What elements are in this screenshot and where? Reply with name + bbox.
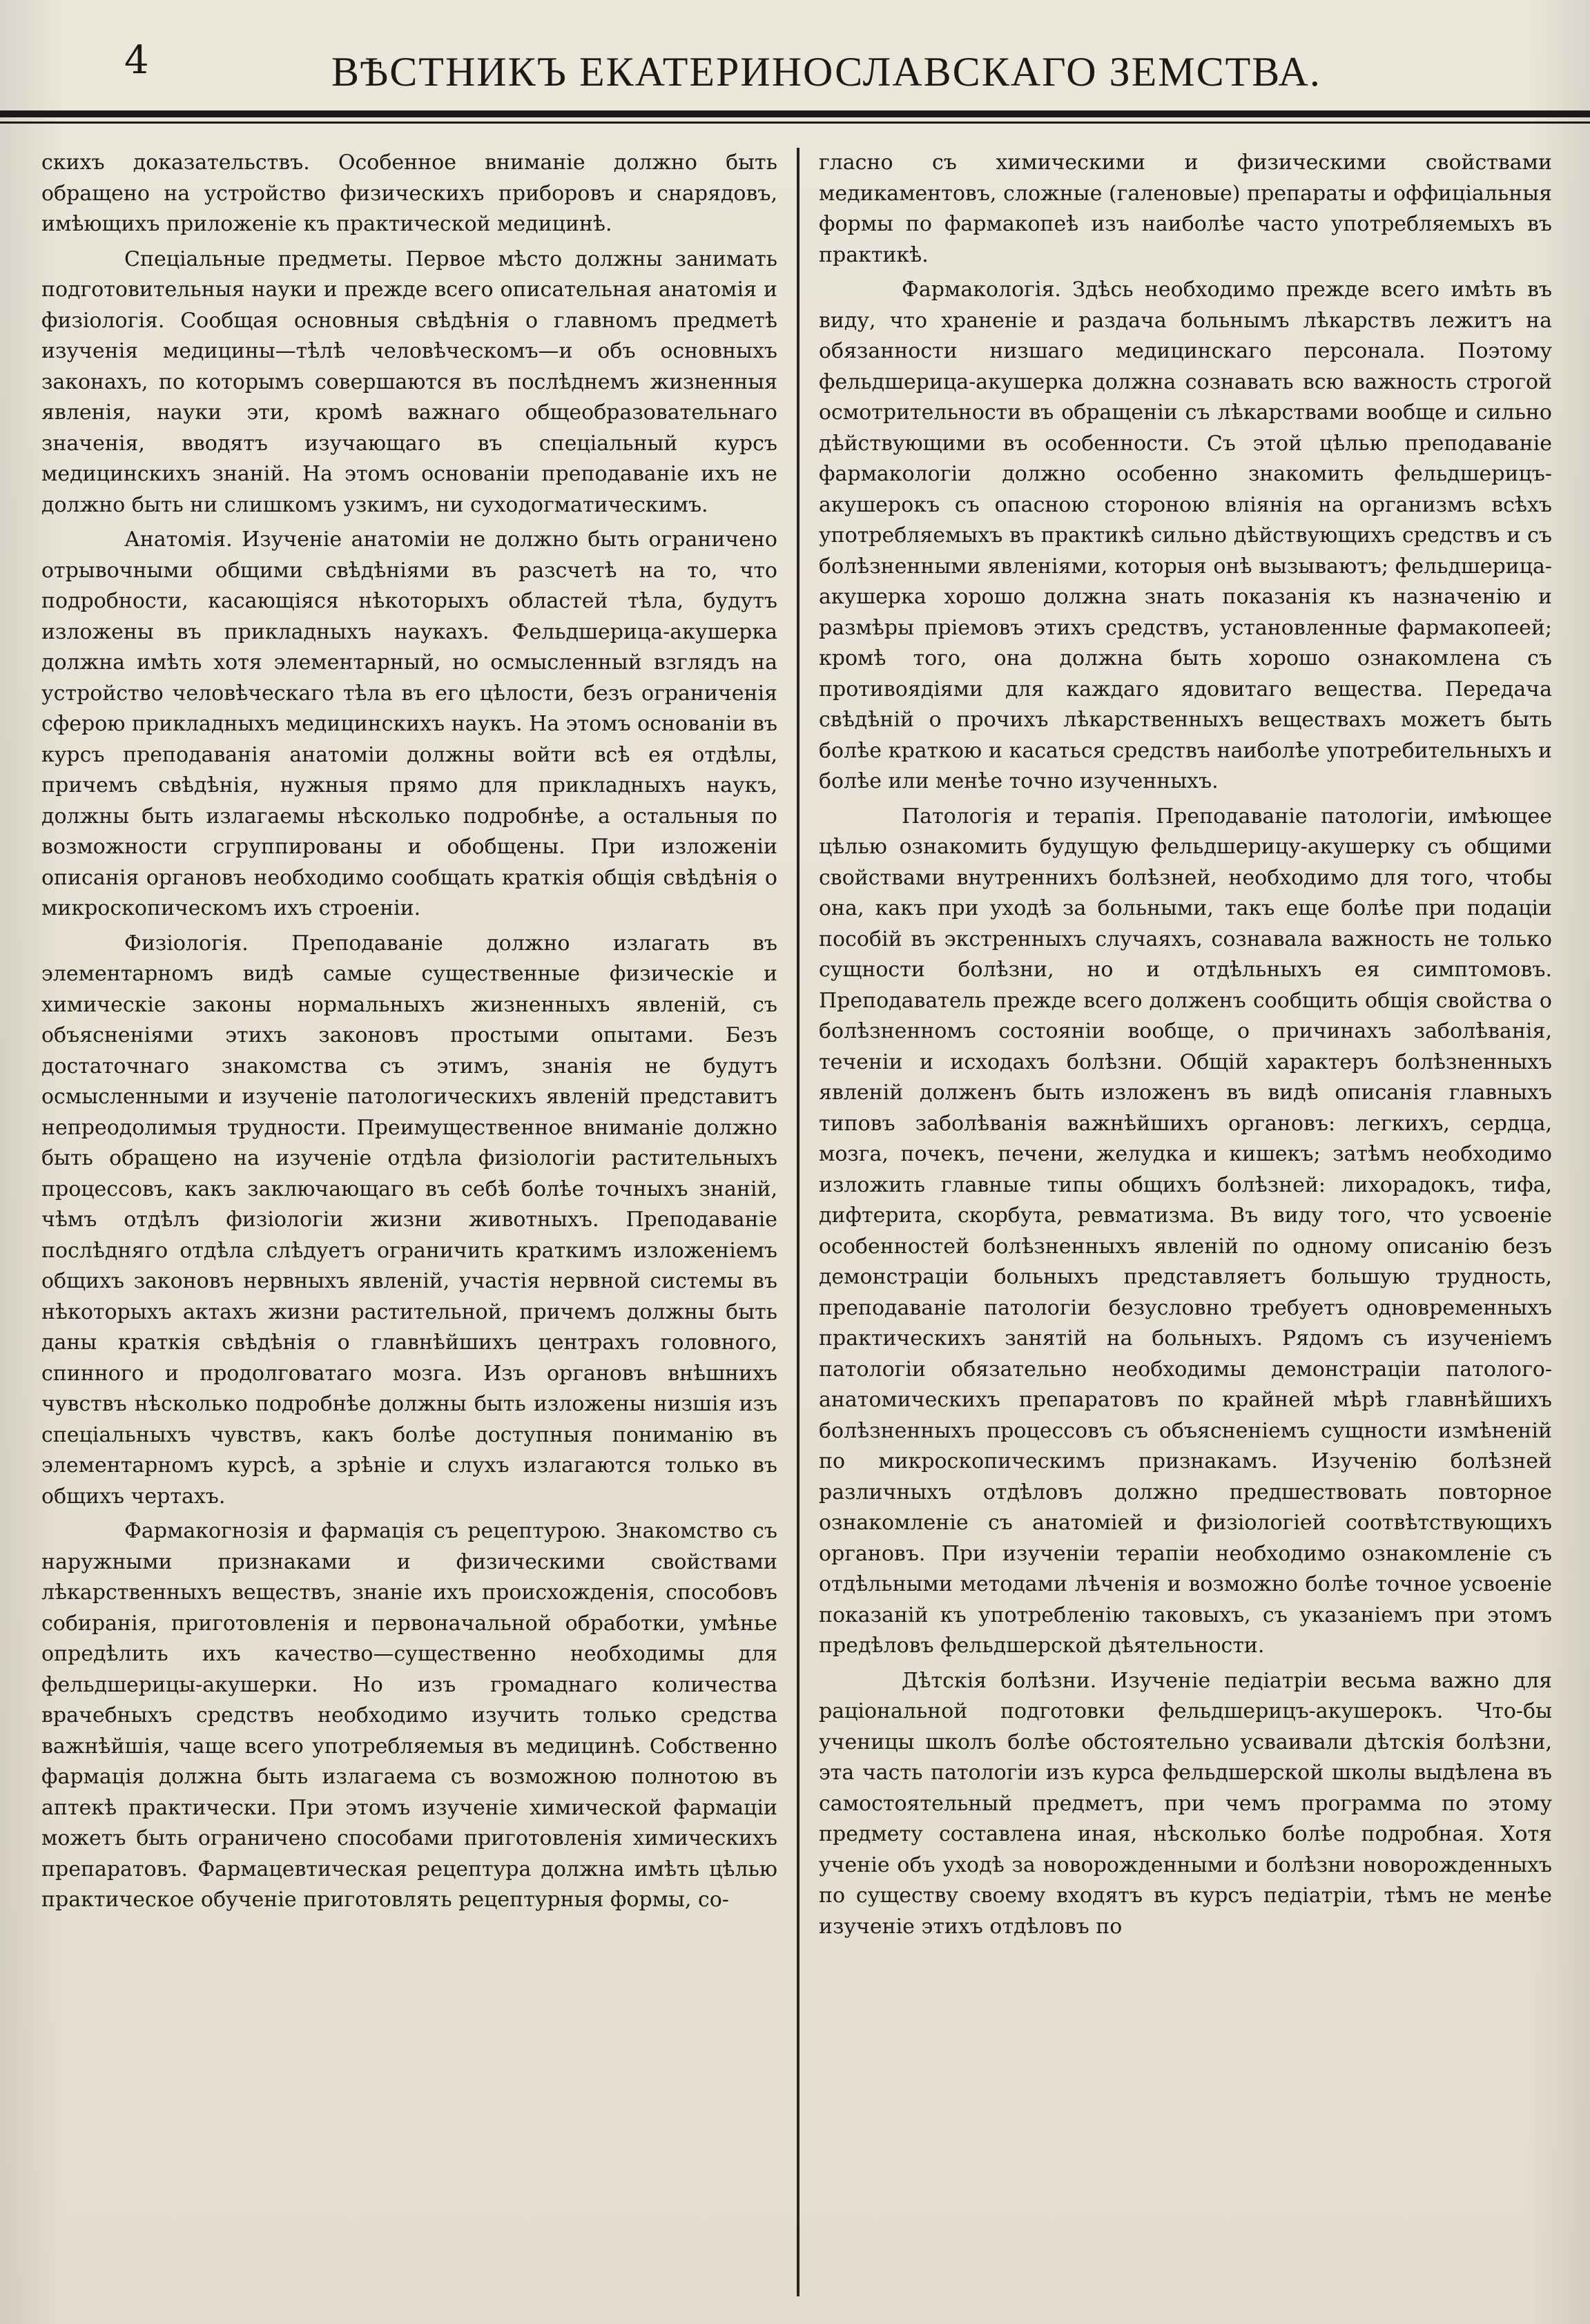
left-paragraph-5: Фармакогнозія и фармація съ рецептурою. Знакомство съ наружными признаками и физическими свойствами лѣкарственныхъ веществъ, знаніе ихъ происхожденія, способовъ собиранія, приготовленія и первоначальной обработки, умѣнье опредѣлить ихъ качество—существенно необходимы для фельдшерицы-акушерки. Но изъ громаднаго количества врачебныхъ средствъ необходимо изучить только средства важнѣйшія, чаще всего употребляемыя въ медицинѣ. Собственно фармація должна быть излагаема съ возможною полнотою въ аптекѣ практически. При этомъ изученіе химической фармаціи можетъ быть ограничено способами приготовленія химическихъ препаратовъ. Фармацевтическая рецептура должна имѣть цѣлью практическое обученіе приготовлять рецептурныя формы, со- bbox=[41, 1519, 777, 1912]
right-paragraph-1: гласно съ химическими и физическими свойствами медикаментовъ, сложные (галеновые) препараты и оффиціальныя формы по фармакопеѣ изъ наиболѣе часто употребляемыхъ въ практикѣ. bbox=[819, 151, 1552, 267]
left-paragraph-2: Спеціальные предметы. Первое мѣсто должны занимать подготовительныя науки и прежде всего описательная анатомія и физіологія. Сообщая основныя свѣдѣнія о главномъ предметѣ изученія медицины—тѣлѣ человѣческомъ—и объ основныхъ законахъ, по которымъ совершаются въ послѣднемъ жизненныя явленія, науки эти, кромѣ важнаго общеобразовательнаго значенія, вводятъ изучающаго въ спеціальный курсъ медицинскихъ знаній. На этомъ основаніи преподаваніе ихъ не должно быть ни слишкомъ узкимъ, ни суходогматическимъ. bbox=[41, 246, 777, 517]
header-rule-thick bbox=[0, 110, 1590, 117]
right-paragraph-2: Фармакологія. Здѣсь необходимо прежде всего имѣть въ виду, что храненіе и раздача больнымъ лѣкарствъ лежитъ на обязанности низшаго медицинскаго персонала. Поэтому фельдшерица-акушерка должна сознавать всю важность строгой осмотрительности въ обращеніи съ лѣкарствами вообще и сильно дѣйствующими въ особенности. Съ этой цѣлью преподаваніе фармакологіи должно особенно знакомить фельдшерицъ-акушерокъ съ опасною стороною вліянія на организмъ всѣхъ употребляемыхъ въ практикѣ сильно дѣйствующихъ средствъ и съ болѣзненными явленіями, которыя онѣ вызываютъ; фельдшерица-акушерка хорошо должна знать показанія къ назначенію и размѣры пріемовъ этихъ средствъ, установленные фармакопеей; кромѣ того, она должна быть хорошо ознакомлена съ противоядіями для каждаго ядовитаго вещества. Передача свѣдѣній о прочихъ лѣкарственныхъ веществахъ можетъ быть болѣе краткою и касаться средствъ наиболѣе употребительныхъ и болѣе или менѣе точно изученныхъ. bbox=[819, 278, 1552, 793]
article-columns bbox=[41, 148, 1552, 2296]
page-header bbox=[41, 0, 1552, 107]
left-paragraph-4: Физіологія. Преподаваніе должно излагать въ элементарномъ видѣ самые существенные физическіе и химическіе законы нормальныхъ жизненныхъ явленій, съ объясненіями этихъ законовъ простыми опытами. Безъ достаточнаго знакомства съ этимъ, знанія не будутъ осмысленными и изученіе патологическихъ явленій представитъ непреодолимыя трудности. Преимущественное вниманіе должно быть обращено на изученіе отдѣла физіологіи растительныхъ процессовъ, какъ заключающаго въ себѣ болѣе точныхъ знаній, чѣмъ отдѣлъ физіологіи жизни животныхъ. Преподаваніе послѣдняго отдѣла слѣдуетъ ограничить краткимъ изложеніемъ общихъ законовъ нервныхъ явленій, участія нервной системы въ нѣкоторыхъ актахъ жизни растительной, причемъ должны быть даны краткія свѣдѣнія о главнѣйшихъ центрахъ головного, спинного и продолговатаго мозга. Изъ органовъ внѣшнихъ чувствъ нѣсколько подробнѣе должны быть изложены низшія изъ спеціальныхъ чувствъ, какъ болѣе доступныя пониманію въ элементарномъ курсѣ, а зрѣніе и слухъ излагаются только въ общихъ чертахъ. bbox=[41, 931, 777, 1509]
right-paragraph-4: Дѣтскія болѣзни. Изученіе педіатріи весьма важно для раціональной подготовки фельдшерицъ-акушерокъ. Что-бы ученицы школъ болѣе обстоятельно усваивали дѣтскія болѣзни, эта часть патологіи изъ курса фельдшерской школы выдѣлена въ самостоятельный предметъ, при чемъ программа по этому предмету составлена иная, нѣсколько болѣе подробная. Хотя ученіе объ уходѣ за новорожденными и болѣзни новорожденныхъ по существу своему входятъ въ курсъ педіатріи, тѣмъ не менѣе изученіе этихъ отдѣловъ по bbox=[819, 1668, 1552, 1939]
header-rule-thin bbox=[0, 122, 1590, 124]
right-column bbox=[797, 148, 1552, 2296]
left-paragraph-1: скихъ доказательствъ. Особенное вниманіе должно быть обращено на устройство физическихъ приборовъ и снарядовъ, имѣющихъ приложеніе къ практической медицинѣ. bbox=[41, 151, 777, 236]
journal-title: ВѢСТНИКЪ ЕКАТЕРИНОСЛАВСКАГО ЗЕМСТВА. bbox=[331, 49, 1321, 95]
left-column bbox=[41, 148, 797, 2296]
right-paragraph-3: Патологія и терапія. Преподаваніе патологіи, имѣющее цѣлью ознакомить будущую фельдшерицу-акушерку съ общими свойствами внутреннихъ болѣзней, необходимо для того, чтобы она, какъ при уходѣ за больными, такъ еще болѣе при подаціи пособій въ экстренныхъ случаяхъ, сознавала важность не только сущности болѣзни, но и отдѣльныхъ ея симптомовъ. Преподаватель прежде всего долженъ сообщить общія свойства о болѣзненномъ состояніи вообще, о причинахъ заболѣванія, теченіи и исходахъ болѣзни. Общій характеръ болѣзненныхъ явленій долженъ быть изложенъ въ видѣ описанія главныхъ типовъ заболѣванія важнѣйшихъ органовъ: легкихъ, сердца, мозга, почекъ, печени, желудка и кишекъ; затѣмъ необходимо изложить главные типы общихъ болѣзней: лихорадокъ, тифа, дифтерита, скорбута, ревматизма. Въ виду того, что усвоеніе особенностей болѣзненныхъ явленій по одному описанію безъ демонстраціи больныхъ представляетъ большую трудность, преподаваніе патологіи безусловно требуетъ одновременныхъ практическихъ занятій на больныхъ. Рядомъ съ изученіемъ патологіи обязательно необходимы демонстраціи патолого-анатомическихъ препаратовъ по крайней мѣрѣ главнѣйшихъ болѣзненныхъ процессовъ съ объясненіемъ сущности измѣненій по микроскопическимъ признакамъ. Изученію болѣзней различныхъ отдѣловъ должно предшествовать повторное ознакомленіе съ анатоміей и физіологіей соотвѣтствующихъ органовъ. При изученіи терапіи необходимо ознакомленіе съ отдѣльными методами лѣченія и возможно болѣе точное усвоеніе показаній къ употребленію таковыхъ, съ указаніемъ при этомъ предѣловъ фельдшерской дѣятельности. bbox=[819, 804, 1552, 1658]
page-number: 4 bbox=[124, 38, 149, 83]
left-paragraph-3: Анатомія. Изученіе анатоміи не должно быть ограничено отрывочными общими свѣдѣніями въ разсчетѣ на то, что подробности, касающіяся нѣкоторыхъ областей тѣла, будутъ изложены въ прикладныхъ наукахъ. Фельдшерица-акушерка должна имѣть хотя элементарный, но осмысленный взглядъ на устройство человѣческаго тѣла въ его цѣлости, безъ ограниченія сферою прикладныхъ медицинскихъ наукъ. На этомъ основаніи въ курсъ преподаванія анатоміи должны войти всѣ ея отдѣлы, причемъ свѣдѣнія, нужныя прямо для прикладныхъ наукъ, должны быть излагаемы нѣсколько подробнѣе, а остальныя по возможности сгруппированы и обобщены. При изложеніи описанія органовъ необходимо сообщать краткія общія свѣдѣнія о микроскопическомъ ихъ строеніи. bbox=[41, 527, 777, 920]
